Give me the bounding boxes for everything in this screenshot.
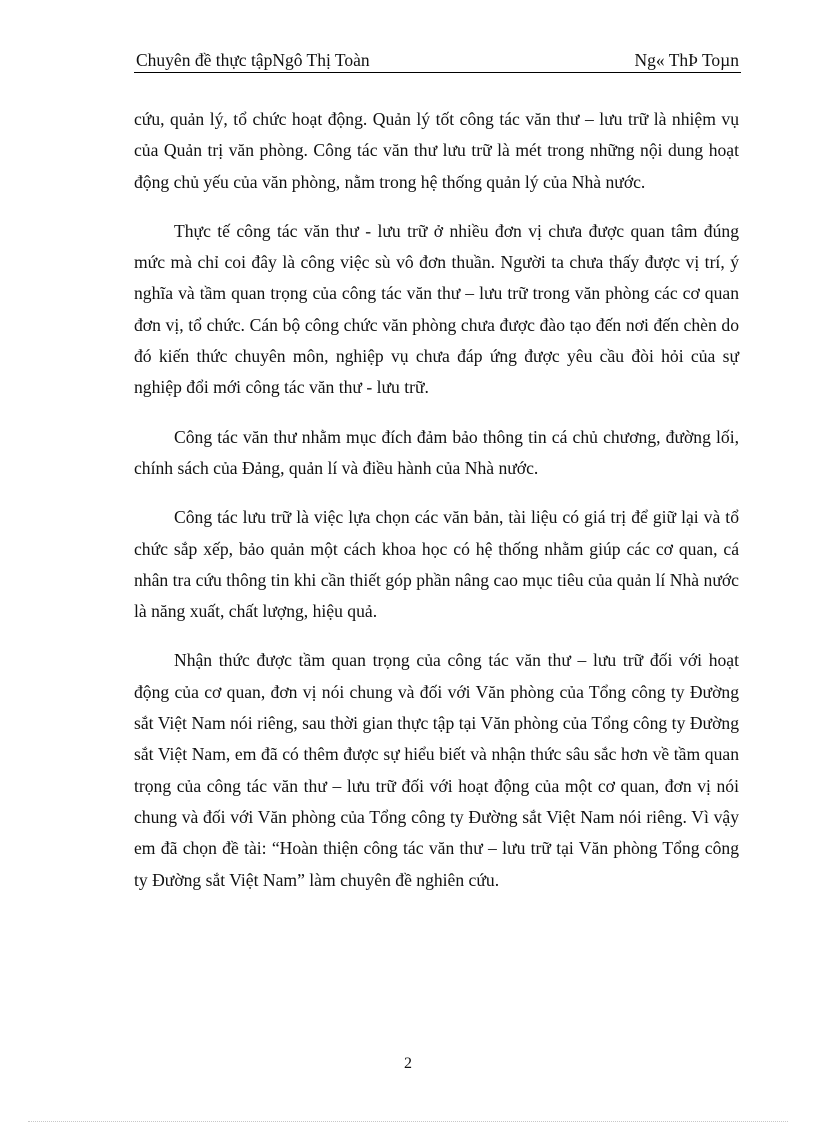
paragraph: Thực tế công tác văn thư - lưu trữ ở nhiều đơn vị chưa được quan tâm đúng mức mà chỉ coi đây là công việc sù vô đơn thuần. Người ta chưa thấy được vị trí, ý nghĩa và tầm quan trọng của công tác văn thư – lưu trữ trong văn phòng các cơ quan đơn vị, tổ chức. Cán bộ công chức văn phòng chưa được đào tạo đến nơi đến chèn do đó kiến thức chuyên môn, nghiệp vụ chưa đáp ứng được yêu cầu đòi hỏi của sự nghiệp đổi mới công tác văn thư - lưu trữ. — [134, 220, 739, 398]
paragraph: Công tác lưu trữ là việc lựa chọn các văn bản, tài liệu có giá trị để giữ lại và tổ chức sắp xếp, bảo quản một cách khoa học có hệ thống nhằm giúp các cơ quan, cá nhân tra cứu thông tin khi cần thiết góp phần nâng cao mục tiêu của quản lí Nhà nước là năng xuất, chất lượng, hiệu quả. — [134, 507, 739, 622]
header-right-text: Ng« ThÞ Toµn — [634, 50, 739, 70]
page-number: 2 — [404, 1055, 412, 1072]
page-bottom-divider — [28, 1121, 788, 1122]
paragraph: cứu, quản lý, tổ chức hoạt động. Quản lý tốt công tác văn thư – lưu trữ là nhiệm vụ của Quản trị văn phòng. Công tác văn thư lưu trữ là mét trong những nội dung hoạt động chủ yếu của văn phòng, nằm trong hệ thống quản lý của Nhà nước. — [134, 109, 739, 192]
paragraph: Nhận thức được tầm quan trọng của công tác văn thư – lưu trữ đối với hoạt động của cơ quan, đơn vị nói chung và đối với Văn phòng của Tổng công ty Đường sắt Việt Nam nói riêng, sau thời gian thực tập tại Văn phòng của Tổng công ty Đường sắt Việt Nam, em đã có thêm được sự hiểu biết và nhận thức sâu sắc hơn về tầm quan trọng của công tác văn thư – lưu trữ đối với hoạt động của một cơ quan, đơn vị nói chung và đối với Văn phòng của Tổng công ty Đường sắt Việt Nam nói riêng. Vì vậy em đã chọn đề tài: “Hoàn thiện công tác văn thư – lưu trữ tại Văn phòng Tổng công ty Đường sắt Việt Nam” làm chuyên đề nghiên cứu. — [134, 650, 739, 890]
header-left-text: Chuyên đề thực tậpNgô Thị Toàn — [136, 50, 370, 70]
paragraph: Công tác văn thư nhằm mục đích đảm bảo thông tin cá chủ chương, đường lối, chính sách của Đảng, quản lí và điều hành của Nhà nước. — [134, 426, 739, 478]
document-body — [134, 104, 739, 914]
page-header — [134, 48, 741, 73]
